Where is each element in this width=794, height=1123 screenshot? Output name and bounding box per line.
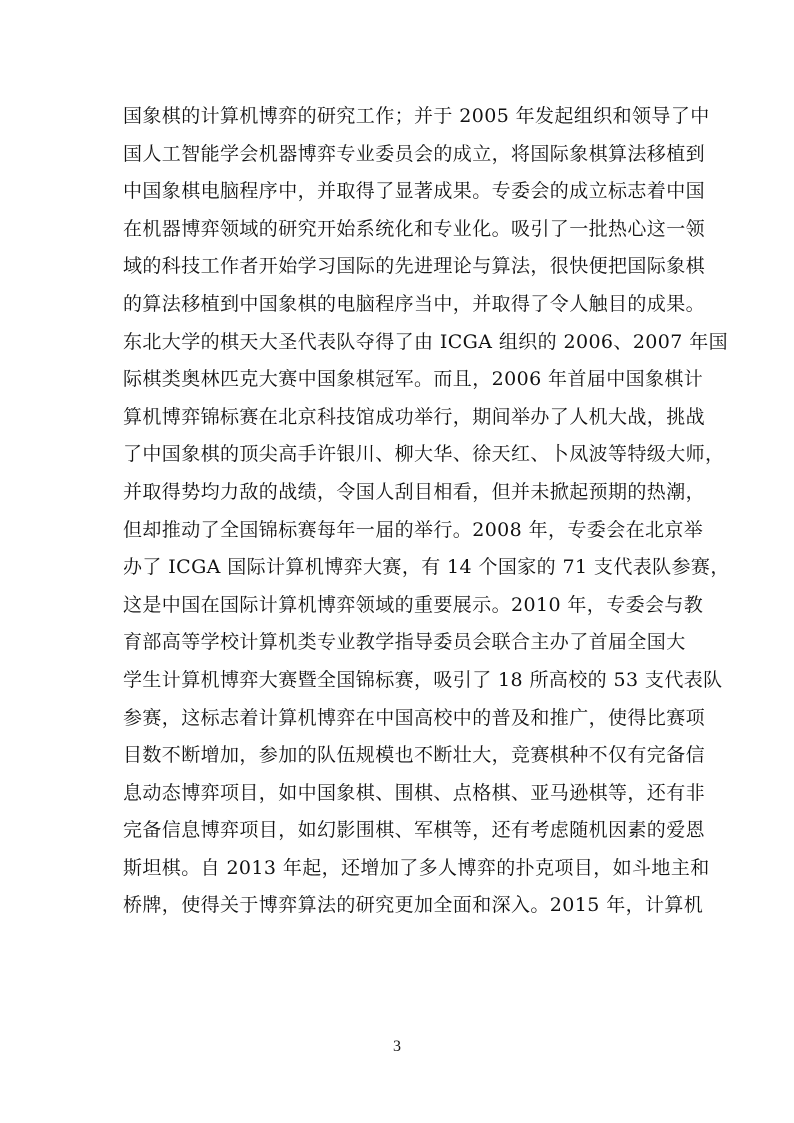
text-line: 斯坦棋。自 2013 年起，还增加了多人博弈的扑克项目，如斗地主和 [123,856,710,879]
page-number: 3 [393,1038,401,1055]
text-line: 国象棋的计算机博弈的研究工作；并于 2005 年发起组织和领导了中 [123,105,710,127]
text-line: 但却推动了全国锦标赛每年一届的举行。2008 年，专委会在北京举 [123,518,704,541]
text-line: 域的科技工作者开始学习国际的先进理论与算法，很快便把国际象棋 [123,255,706,278]
text-line: 桥牌，使得关于博弈算法的研究更加全面和深入。2015 年，计算机 [123,894,704,917]
text-line: 育部高等学校计算机类专业教学指导委员会联合主办了首届全国大 [123,631,686,654]
text-line: 的算法移植到中国象棋的电脑程序当中，并取得了令人触目的成果。 [123,292,706,315]
text-line: 际棋类奥林匹克大赛中国象棋冠军。而且，2006 年首届中国象棋计 [123,368,704,391]
text-line: 了中国象棋的顶尖高手许银川、柳大华、徐天红、卜凤波等特级大师， [123,443,725,466]
body-text [123,98,730,925]
text-line: 国人工智能学会机器博弈专业委员会的成立，将国际象棋算法移植到 [123,142,706,165]
text-line: 中国象棋电脑程序中，并取得了显著成果。专委会的成立标志着中国 [123,180,706,203]
text-line: 息动态博弈项目，如中国象棋、围棋、点格棋、亚马逊棋等，还有非 [123,781,706,804]
text-line: 这是中国在国际计算机博弈领域的重要展示。2010 年，专委会与教 [123,593,704,616]
text-line: 办了 ICGA 国际计算机博弈大赛，有 14 个国家的 71 支代表队参赛， [123,556,730,579]
text-line: 东北大学的棋天大圣代表队夺得了由 ICGA 组织的 2006、2007 年国 [123,330,729,353]
text-line: 完备信息博弈项目，如幻影围棋、军棋等，还有考虑随机因素的爱恩 [123,819,706,842]
text-line: 参赛，这标志着计算机博弈在中国高校中的普及和推广，使得比赛项 [123,706,706,729]
text-line: 目数不断增加，参加的队伍规模也不断壮大，竞赛棋种不仅有完备信 [123,744,706,767]
text-line: 学生计算机博弈大赛暨全国锦标赛，吸引了 18 所高校的 53 支代表队 [123,668,723,691]
text-line: 算机博弈锦标赛在北京科技馆成功举行，期间举办了人机大战，挑战 [123,405,706,428]
text-line: 并取得势均力敌的战绩，令国人刮目相看，但并未掀起预期的热潮， [123,480,706,503]
text-line: 在机器博弈领域的研究开始系统化和专业化。吸引了一批热心这一领 [123,217,706,240]
